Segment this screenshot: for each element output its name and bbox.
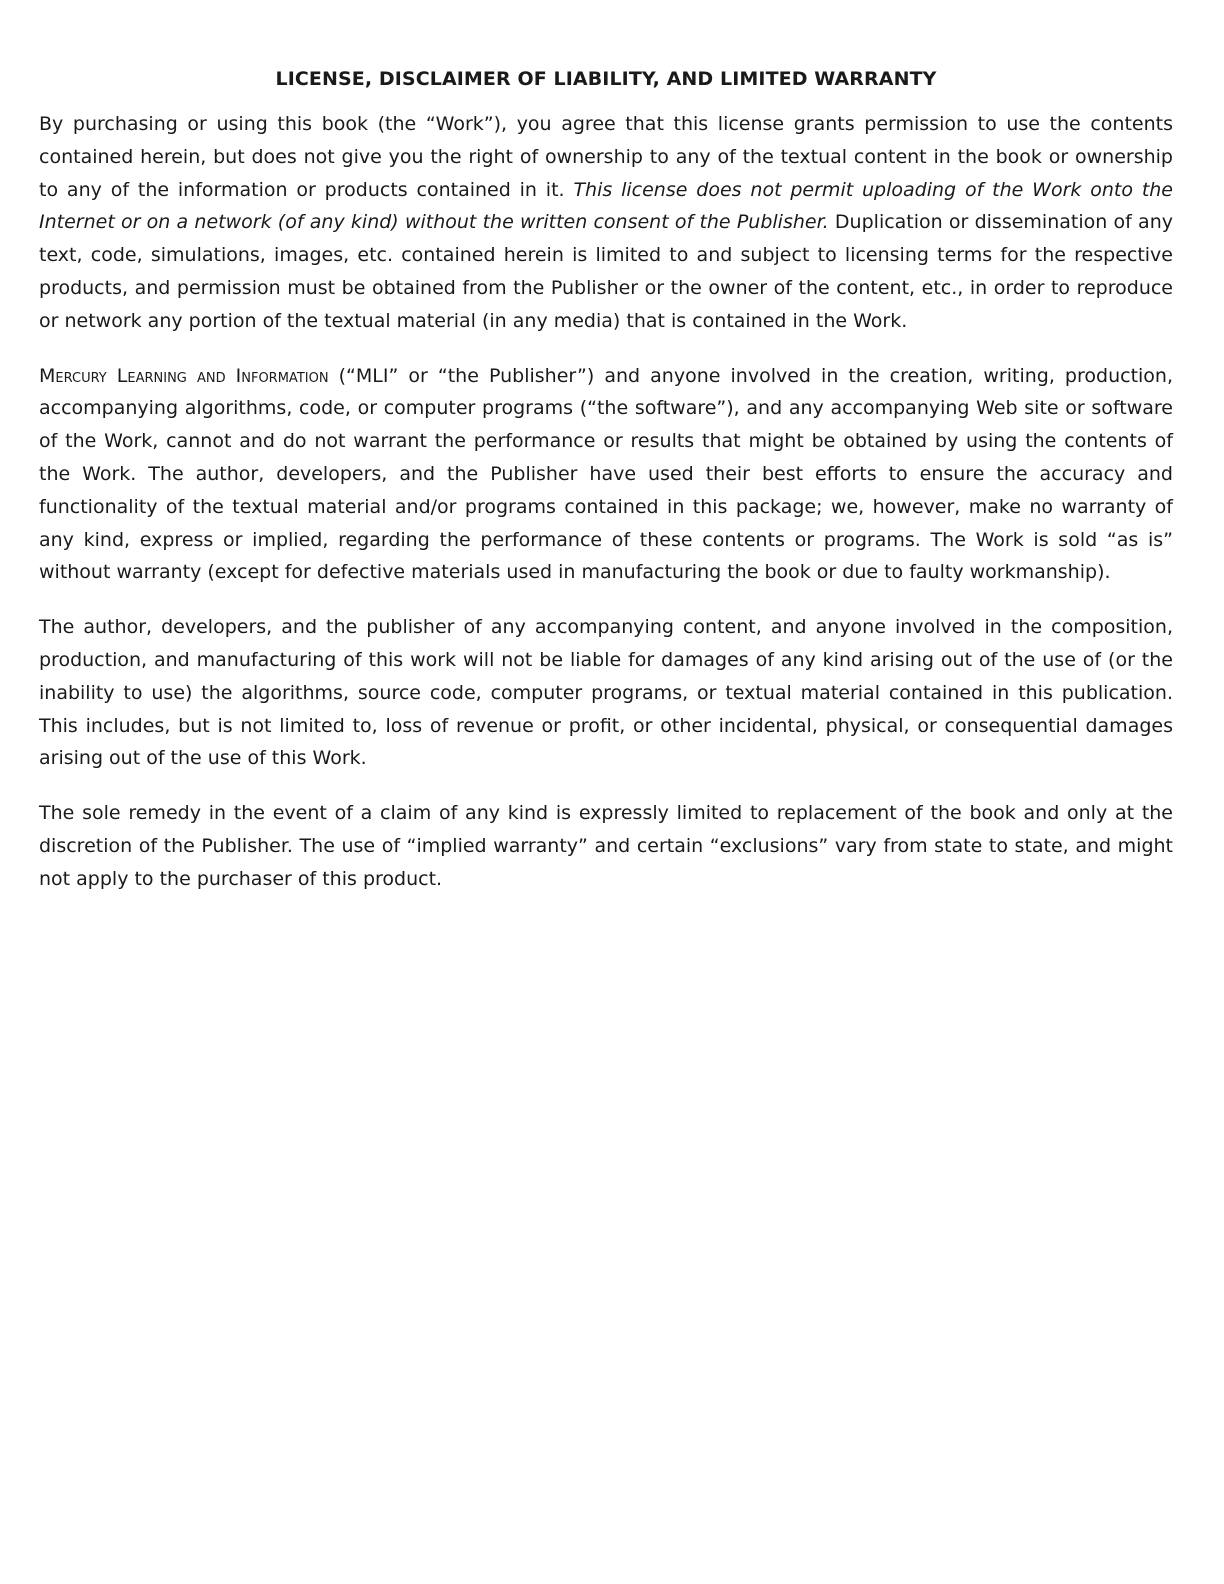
publisher-name: Mercury Learning and Information <box>39 364 329 387</box>
license-italic-notice: This license does not permit uploading of the Work onto the Internet or on a network (of any kind) without the written consent of the Publisher. <box>39 178 1173 234</box>
liability-paragraph: The author, developers, and the publisher of any accompanying content, and anyone involved in the composition, production, and manufacturing of this work will not be liable for damages of any kind arising out of the use of (or the inability to use) the algorithms, source code, computer programs, or textual material contained in this publication. This includes, but is not limited to, loss of revenue or profit, or other incidental, physical, or consequential damages arising out of the use of this Work. <box>39 616 1173 770</box>
license-text-end: Duplication or dissemination of any text, code, simulations, images, etc. contained herein is limited to and subject to licensing terms for the respective products, and permission must be obtained from the Publisher or the owner of the content, etc., in order to reproduce or network any portion of the textual material (in any media) that is contained in the Work. <box>39 211 1173 332</box>
document-page <box>39 62 1173 918</box>
page-title: LICENSE, DISCLAIMER OF LIABILITY, AND LIMITED WARRANTY <box>275 68 937 90</box>
remedy-paragraph: The sole remedy in the event of a claim of any kind is expressly limited to replacement of the book and only at the discretion of the Publisher. The use of “implied warranty” and certain “exclusions” vary from state to state, and might not apply to the purchaser of this product. <box>39 802 1173 890</box>
warranty-text: (“MLI” or “the Publisher”) and anyone involved in the creation, writing, production, accompanying algorithms, code, or computer programs (“the software”), and any accompanying Web site or software of the Work, cannot and do not warrant the performance or results that might be obtained by using the contents of the Work. The author, developers, and the Publisher have used their best efforts to ensure the accuracy and functionality of the textual material and/or programs contained in this package; we, however, make no warranty of any kind, express or implied, regarding the performance of these contents or programs. The Work is sold “as is” without warranty (except for defective materials used in manufacturing the book or due to faulty workmanship). <box>39 364 1173 584</box>
license-paragraph <box>39 108 1173 338</box>
license-text-start: By purchasing or using this book (the “Work”), you agree that this license grants permission to use the contents contained herein, but does not give you the right of ownership to any of the textual content in the book or ownership to any of the information or products contained in it. <box>39 113 1173 201</box>
warranty-paragraph <box>39 360 1173 590</box>
